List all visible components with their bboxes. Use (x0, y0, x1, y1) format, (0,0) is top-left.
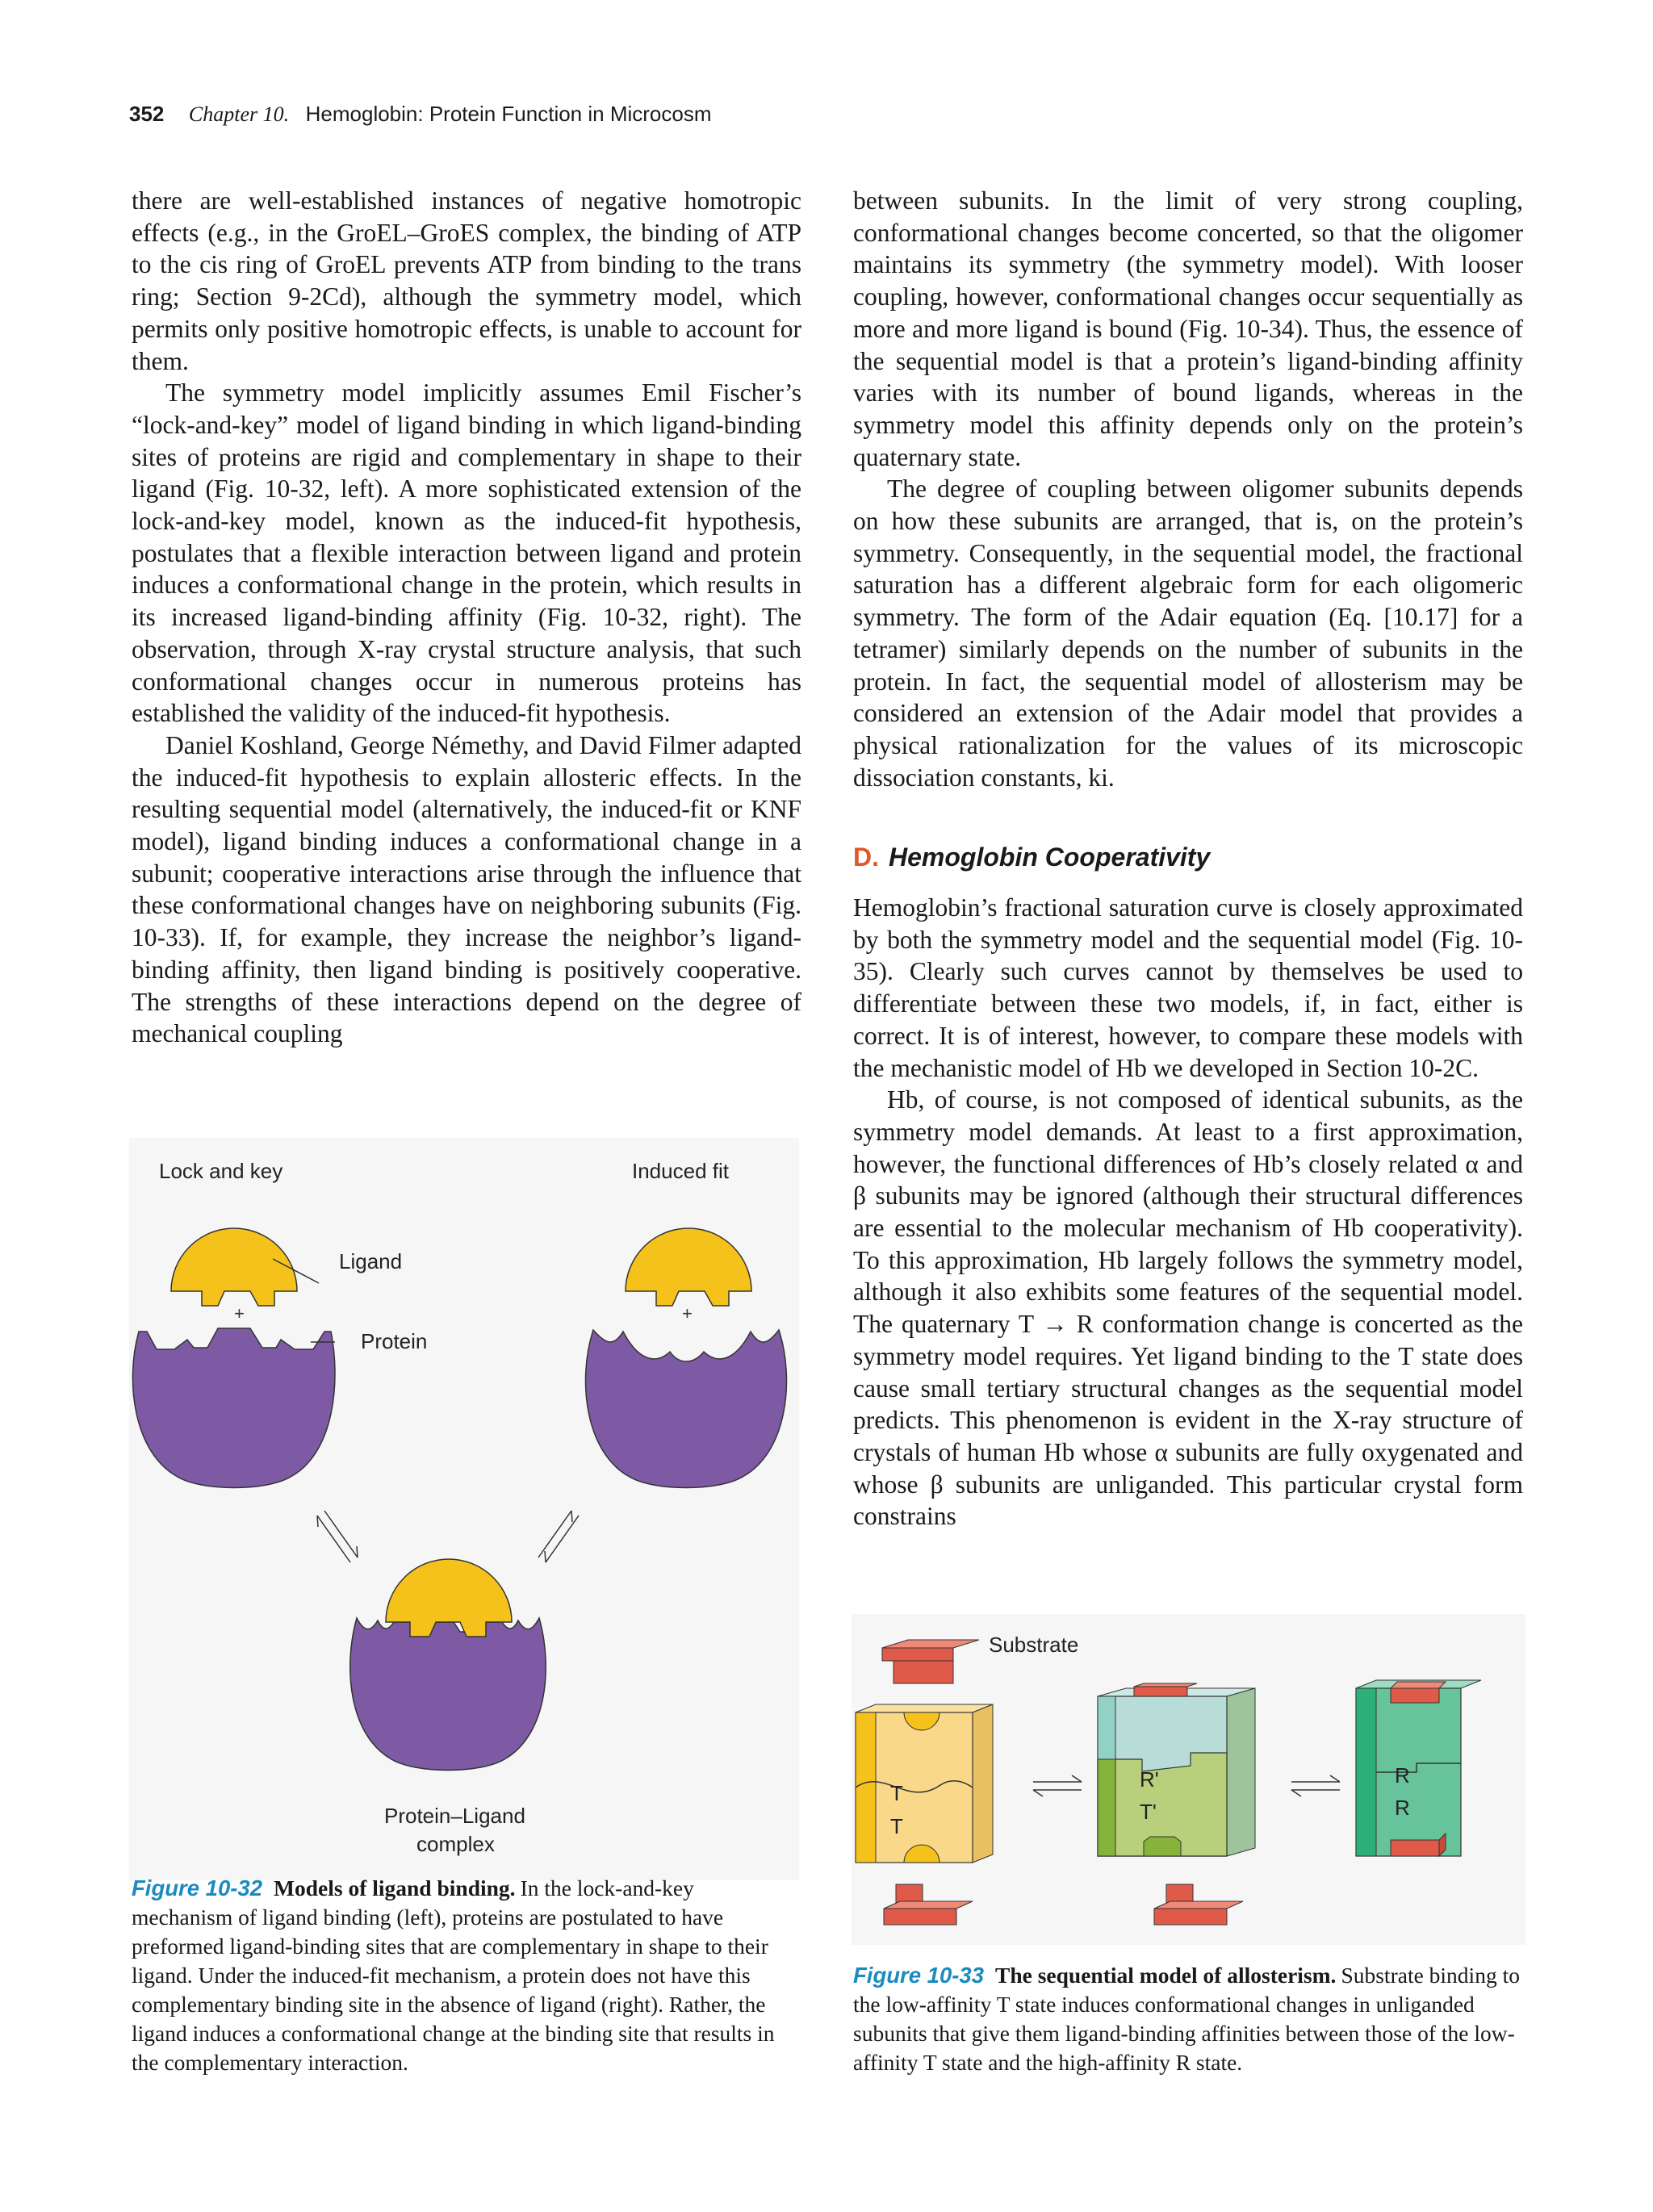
figure-32-title: Models of ligand binding. (274, 1875, 516, 1900)
figure-32-number: Figure 10-32 (132, 1875, 263, 1900)
equilibrium-arrows-2 (1291, 1775, 1340, 1796)
substrate-block-bottom-2 (1154, 1884, 1243, 1925)
equilibrium-arrow-left (317, 1511, 358, 1562)
substrate-block-bottom-1 (884, 1884, 973, 1925)
left-paragraph-1: there are well-established instances of negative homotropic effects (e.g., in the GroEL–GroES complex, the binding of ATP to the cis ring of GroEL prevents ATP from binding to the trans ring; Section 9-2Cd), although the symmetry model, which permits only positive homotropic effects, is unable to account for them. (132, 186, 801, 375)
right-column (853, 185, 1523, 793)
equilibrium-arrows-1 (1033, 1775, 1082, 1796)
left-paragraph-3: Daniel Koshland, George Némethy, and David Filmer adapted the induced-fit hypothesis to explain allosteric effects. In the resulting sequential model (alternatively, the induced-fit or KNF model), ligand binding induces a conformational change in a subunit; cooperative interactions arise through the influence that these conformational changes have on neighboring subunits (Fig. 10-33). If, for example, they increase the neighbor’s ligand-binding affinity, then ligand binding is positively cooperative. The strengths of these interactions depend on the degree of mechanical coupling (132, 730, 801, 1048)
label-ligand: Ligand (339, 1249, 403, 1273)
label-induced-fit: Induced fit (632, 1159, 729, 1183)
figure-32-drawing (129, 1138, 799, 1880)
section-d-paragraph-1: Hemoglobin’s fractional saturation curve is closely approximated by both the symmetry model and the sequential model (Fig. 10-35). Clearly such curves cannot by themselves be used to differentiate between these two models, if, in fact, either is correct. It is of interest, however, to compare these models with the mechanistic model of Hb we developed in Section 10-2C. (853, 893, 1523, 1082)
t-state-block (856, 1704, 993, 1863)
section-title: Hemoglobin Cooperativity (889, 843, 1211, 872)
label-r-lower: R (1395, 1796, 1410, 1820)
lock-key-protein (132, 1328, 335, 1488)
lock-key-ligand (171, 1228, 297, 1306)
right-paragraph-1: between subunits. In the limit of very strong coupling, conformational changes become concerted, so that the oligomer maintains its symmetry (the symmetry model). With looser coupling, however, conformational changes occur sequentially as more and more ligand is bound (Fig. 10-34). Thus, the essence of the sequential model is that a protein’s ligand-binding affinity varies with its number of bound ligands, whereas in the symmetry model this affinity depends only on the protein’s quaternary state. (853, 186, 1523, 471)
figure-33-caption (853, 1961, 1523, 2077)
equilibrium-arrow-right (538, 1511, 579, 1562)
label-t-lower: T (890, 1814, 903, 1838)
right-paragraph-2: The degree of coupling between oligomer subunits depends on how these subunits are arranged, that is, on the protein’s symmetry. Consequently, in the sequential model, the fractional saturation has a different algebraic form for each oligomeric symmetry. The form of the Adair equation (Eq. [10.17] for a tetramer) similarly depends on the number of subunits in the protein. In fact, the sequential model of allosterism may be considered an extension of the Adair model that provides a physical rationalization for the values of its microscopic dissociation constants, ki. (853, 475, 1523, 792)
substrate-block-free (882, 1640, 979, 1683)
page-number: 352 (129, 102, 165, 126)
induced-fit-protein (585, 1330, 786, 1488)
section-heading (853, 843, 1210, 872)
figure-33-drawing (852, 1614, 1525, 1945)
chapter-label: Chapter 10. (188, 102, 290, 126)
figure-33-number: Figure 10-33 (853, 1963, 985, 1988)
figure-32-caption (132, 1874, 798, 2077)
label-complex-line-1: Protein–Ligand (384, 1804, 525, 1828)
label-t-prime: T' (1140, 1800, 1157, 1824)
label-r-upper: R (1395, 1763, 1410, 1788)
label-protein: Protein (361, 1329, 428, 1353)
label-r-prime: R' (1140, 1767, 1159, 1792)
complex-protein (350, 1618, 546, 1771)
induced-fit-plus: + (682, 1303, 693, 1323)
label-substrate: Substrate (989, 1633, 1079, 1657)
section-d-paragraph-2: Hb, of course, is not composed of identical subunits, as the symmetry model demands. At least to a first approximation, however, the functional differences of Hb’s closely related α and β subunits may be ignored (although their structural differences are essential to the molecular mechanism of Hb cooperativity). To this approximation, Hb largely follows the symmetry model, although it also exhibits some features of the sequential model. The quaternary T → R conformation change is concerted as the symmetry model requires. Yet ligand binding to the T state does cause small tertiary structural changes as the sequential model predicts. This phenomenon is evident in the X-ray structure of crystals of human Hb whose α subunits are fully oxygenated and whose β subunits are unliganded. This particular crystal form constrains (853, 1085, 1523, 1531)
induced-fit-ligand (626, 1228, 751, 1306)
left-column (132, 185, 801, 1050)
left-paragraph-2: The symmetry model implicitly assumes Emil Fischer’s “lock-and-key” model of ligand binding in which ligand-binding sites of proteins are rigid and complementary in shape to their ligand (Fig. 10-32, left). A more sophisticated extension of the lock-and-key model, known as the induced-fit hypothesis, postulates that a flexible interaction between ligand and protein induces a conformational change in the protein, which results in its increased ligand-binding affinity (Fig. 10-32, right). The observation, through X-ray crystal structure analysis, that such conformational changes occur in numerous proteins has established the validity of the induced-fit hypothesis. (132, 378, 801, 728)
mixed-rt-block (1098, 1683, 1255, 1856)
right-column-section-d (853, 892, 1523, 1533)
chapter-title: Hemoglobin: Protein Function in Microcosm (305, 102, 712, 126)
page-header (129, 102, 712, 127)
label-lock-and-key: Lock and key (159, 1159, 283, 1183)
section-letter: D. (853, 843, 879, 872)
label-complex-line-2: complex (416, 1832, 495, 1856)
lock-key-plus: + (234, 1303, 245, 1323)
figure-33-text: Substrate binding to the low-affinity T state induces conformational changes in unliganded subunits that give them ligand-binding affinities between those of the low-affinity T state and the high-affinity R state. (853, 1963, 1520, 2075)
figure-32-text: In the lock-and-key mechanism of ligand binding (left), proteins are postulated to have preformed ligand-binding sites that are complementary in shape to their ligand. Under the induced-fit mechanism, a protein does not have this complementary binding site in the absence of ligand (right). Rather, the ligand induces a conformational change at the binding site that results in the complementary interaction. (132, 1875, 775, 2075)
r-state-block (1356, 1680, 1481, 1856)
figure-33-title: The sequential model of allosterism. (995, 1963, 1337, 1988)
label-t-upper: T (890, 1781, 903, 1805)
